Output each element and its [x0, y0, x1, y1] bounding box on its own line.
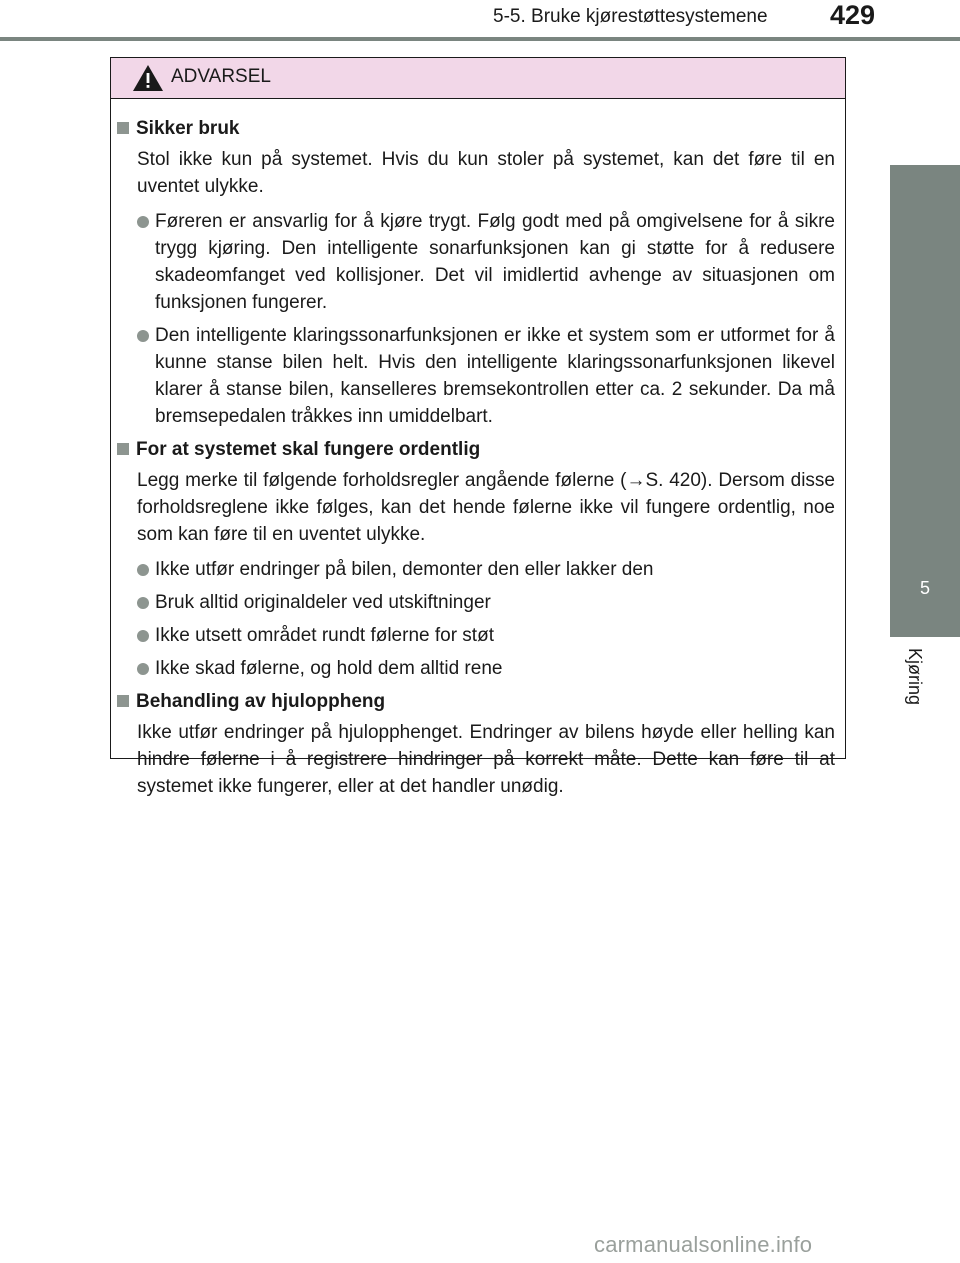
list-item: Ikke utfør endringer på bilen, demonter den eller lakker den [137, 556, 835, 583]
square-bullet-icon [117, 122, 129, 134]
section-paragraph: Legg merke til følgende forholdsregler angående følerne (→S. 420). Dersom disse forholdsreglene ikke følges, kan det hende følerne ikke vil fungere ordentlig, noe som kan føre til en uventet ulykke. [137, 470, 835, 545]
warning-body [111, 99, 845, 800]
square-bullet-icon [117, 695, 129, 707]
section-paragraph: Stol ikke kun på systemet. Hvis du kun stoler på systemet, kan det føre til en uventet ulykke. [137, 149, 835, 197]
round-bullet-icon [137, 630, 149, 642]
page-number: 429 [830, 0, 876, 30]
section-heading: For at systemet skal fungere ordentlig [117, 436, 835, 463]
round-bullet-icon [137, 663, 149, 675]
list-item: Ikke skad følerne, og hold dem alltid rene [137, 655, 835, 682]
section-safe-use [117, 115, 835, 430]
section-title: 5-5. Bruke kjørestøttesystemene [493, 6, 768, 27]
chapter-label: Kjøring [905, 648, 925, 706]
list-item: Ikke utsett området rundt følerne for støt [137, 622, 835, 649]
round-bullet-icon [137, 330, 149, 342]
warning-title: ADVARSEL [171, 66, 271, 87]
round-bullet-icon [137, 597, 149, 609]
section-heading: Behandling av hjuloppheng [117, 688, 835, 715]
round-bullet-icon [137, 564, 149, 576]
arrow-right-icon: → [626, 470, 646, 491]
section-suspension [117, 688, 835, 800]
round-bullet-icon [137, 216, 149, 228]
list-item: Den intelligente klaringssonarfunksjonen er ikke et system som er utformet for å kunne stanse bilen helt. Hvis den intelligente klaringssonarfunksjonen likevel klarer å stanse bilen, kanselleres bremsekontrollen etter ca. 2 sekunder. Da må bremsepedalen tråkkes inn umiddelbart. [137, 322, 835, 430]
section-proper-function [117, 436, 835, 682]
list-item: Føreren er ansvarlig for å kjøre trygt. Følg godt med på omgivelsene for å sikre trygg kjøring. Den intelligente sonarfunksjonen kan gi støtte for å redusere skadeomfanget ved kollisjoner. Det vil imidlertid avhenge av situasjonen om funksjonen fungerer. [137, 208, 835, 316]
warning-header [111, 58, 845, 99]
page-reference-link[interactable]: S. 420 [645, 470, 701, 491]
warning-box [110, 57, 846, 797]
header-rule [0, 37, 960, 41]
watermark: carmanualsonline.info [594, 1232, 813, 1257]
warning-triangle-icon [132, 63, 164, 93]
section-heading: Sikker bruk [117, 115, 835, 142]
chapter-tab [890, 165, 960, 637]
list-item: Bruk alltid originaldeler ved utskiftninger [137, 589, 835, 616]
section-paragraph: Ikke utfør endringer på hjulopphenget. Endringer av bilens høyde eller helling kan hindre følerne i å registrere hindringer på korrekt måte. Dette kan føre til at systemet ikke fungerer, eller at det handler unødig. [137, 722, 835, 797]
square-bullet-icon [117, 443, 129, 455]
chapter-number: 5 [919, 578, 930, 598]
